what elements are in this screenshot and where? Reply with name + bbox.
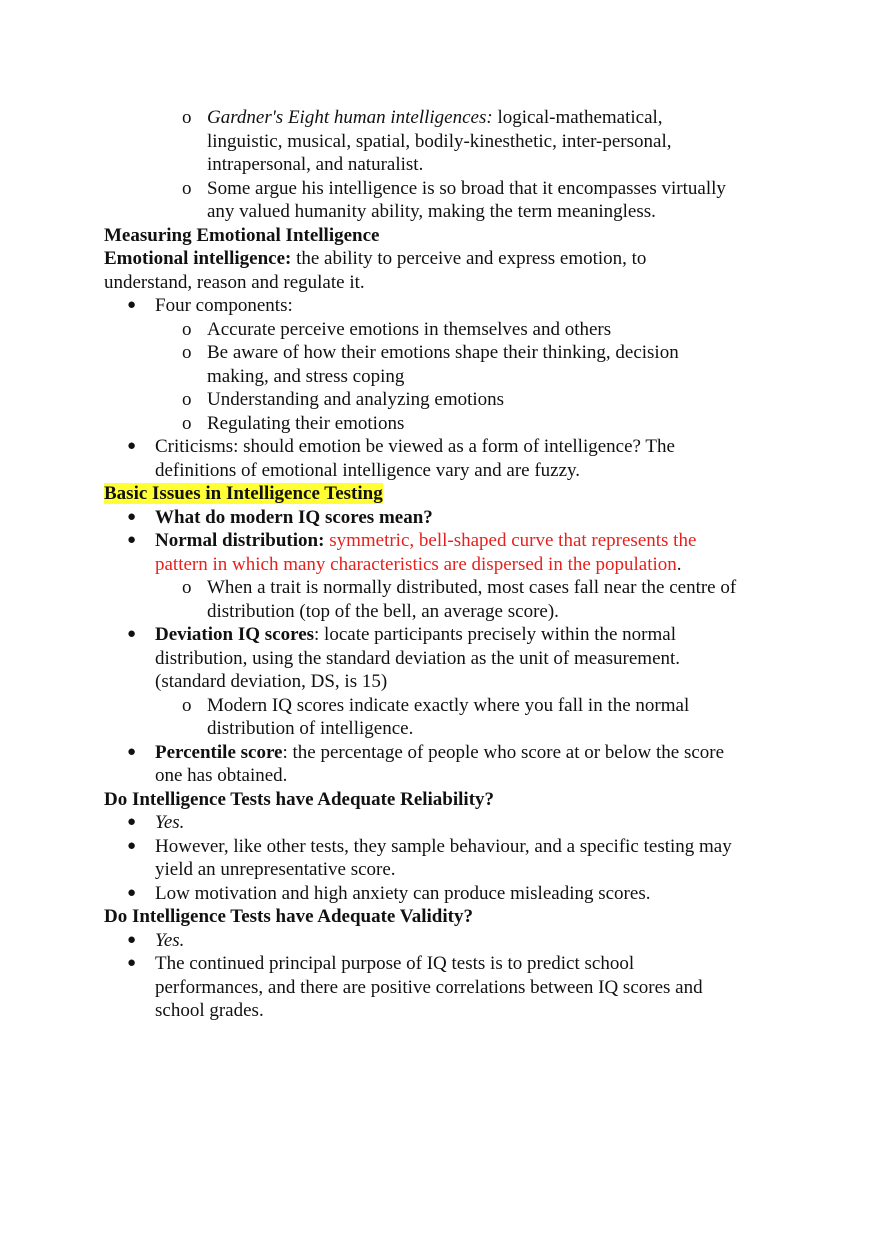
bullet-icon: ● [127, 508, 137, 525]
text-line: one has obtained. [155, 765, 288, 786]
text-line: intrapersonal, and naturalist. [207, 154, 424, 175]
bullet-icon: ● [127, 931, 137, 948]
sub-bullet-icon: o [182, 694, 192, 716]
text-line: Regulating their emotions [207, 412, 405, 434]
definition-text: : locate participants precisely within the normal [314, 624, 676, 645]
bullet-icon: ● [127, 884, 137, 901]
list-item [104, 435, 784, 482]
reliability-list [104, 811, 784, 905]
answer-text: Yes. [155, 929, 185, 951]
gardner-list [104, 106, 784, 224]
sub-bullet-icon: o [182, 177, 192, 199]
definition-term: Percentile score [155, 741, 283, 763]
bullet-icon: ● [127, 438, 137, 454]
period: . [676, 553, 682, 575]
text-line: distribution, using the standard deviation as the unit of measurement. [155, 647, 681, 669]
sub-bullet-icon: o [182, 412, 192, 434]
list-item [104, 882, 784, 906]
list-item [104, 294, 784, 318]
text-line: making, and stress coping [207, 365, 405, 387]
text-line: yield an unrepresentative score. [155, 859, 396, 880]
list-item [104, 576, 784, 623]
bullet-icon: ● [127, 297, 137, 313]
validity-list [104, 929, 784, 1023]
section-heading-reliability: Do Intelligence Tests have Adequate Reliability? [104, 788, 495, 810]
text-line: Low motivation and high anxiety can produce misleading scores. [155, 882, 651, 904]
list-item [104, 341, 784, 388]
definition-term: Emotional intelligence: [104, 248, 292, 269]
text-line: The continued principal purpose of IQ tests is to predict school [155, 953, 635, 974]
list-item [104, 929, 784, 953]
sub-bullet-icon: o [182, 577, 192, 598]
list-item [104, 694, 784, 741]
list-item [104, 177, 784, 224]
list-item [104, 623, 784, 694]
section-heading-emotional-intelligence: Measuring Emotional Intelligence [104, 224, 380, 246]
definition-text: : the percentage of people who score at or below the score [282, 741, 725, 763]
text-line: Be aware of how their emotions shape their thinking, decision [207, 342, 679, 363]
list-item [104, 106, 784, 177]
section-heading-basic-issues: Basic Issues in Intelligence Testing [104, 483, 383, 504]
sub-bullet-icon: o [182, 342, 192, 363]
list-item [104, 741, 784, 788]
sub-bullet-icon: o [182, 318, 192, 340]
text-line: definitions of emotional intelligence vary and are fuzzy. [155, 459, 581, 481]
bullet-icon: ● [127, 814, 137, 830]
list-item [104, 529, 784, 576]
text-line: Understanding and analyzing emotions [207, 389, 505, 410]
text-line: distribution (top of the bell, an average score). [207, 600, 559, 622]
list-item [104, 506, 784, 530]
text-line: school grades. [155, 1000, 264, 1021]
text-line: understand, reason and regulate it. [104, 271, 365, 293]
text-line: Some argue his intelligence is so broad that it encompasses virtually [207, 177, 726, 199]
text-line: distribution of intelligence. [207, 718, 414, 739]
definition-term: Deviation IQ scores [155, 624, 315, 645]
list-item [104, 835, 784, 882]
bullet-icon: ● [127, 626, 137, 642]
gardner-label: Gardner's Eight human intelligences: [207, 107, 493, 128]
definition-text-red: symmetric, bell-shaped curve that represents the [329, 530, 697, 551]
text-line: When a trait is normally distributed, most cases fall near the centre of [207, 577, 737, 598]
list-item [104, 952, 784, 1023]
text-line: Four components: [155, 295, 293, 316]
text-line: Accurate perceive emotions in themselves and others [207, 318, 612, 340]
list-item [104, 811, 784, 835]
text-line: performances, and there are positive correlations between IQ scores and [155, 976, 703, 998]
list-item [104, 412, 784, 436]
text-line: Modern IQ scores indicate exactly where you fall in the normal [207, 694, 690, 716]
text-line: Criticisms: should emotion be viewed as a form of intelligence? The [155, 436, 675, 457]
text-line: linguistic, musical, spatial, bodily-kinesthetic, inter-personal, [207, 130, 672, 152]
definition-text-red: pattern in which many characteristics are dispersed in the population [155, 553, 677, 575]
text-line: (standard deviation, DS, is 15) [155, 671, 388, 692]
page-content [104, 106, 784, 1023]
eq-list [104, 294, 784, 482]
bullet-icon: ● [127, 837, 137, 854]
bullet-icon: ● [127, 955, 137, 971]
answer-text: Yes. [155, 812, 185, 833]
definition-text: the ability to perceive and express emotion, to [296, 248, 647, 269]
text-line: logical-mathematical, [497, 107, 663, 128]
testing-list [104, 506, 784, 788]
list-item [104, 388, 784, 412]
text-line: any valued humanity ability, making the term meaningless. [207, 201, 656, 222]
definition-term: Normal distribution: [155, 530, 325, 551]
sub-bullet-icon: o [182, 107, 192, 128]
bullet-icon: ● [127, 743, 137, 760]
bullet-icon: ● [127, 532, 137, 548]
sub-bullet-icon: o [182, 389, 192, 410]
section-heading-validity: Do Intelligence Tests have Adequate Validity? [104, 906, 473, 927]
text-line: However, like other tests, they sample behaviour, and a specific testing may [155, 835, 732, 857]
list-item [104, 318, 784, 342]
question-text: What do modern IQ scores mean? [155, 506, 433, 528]
